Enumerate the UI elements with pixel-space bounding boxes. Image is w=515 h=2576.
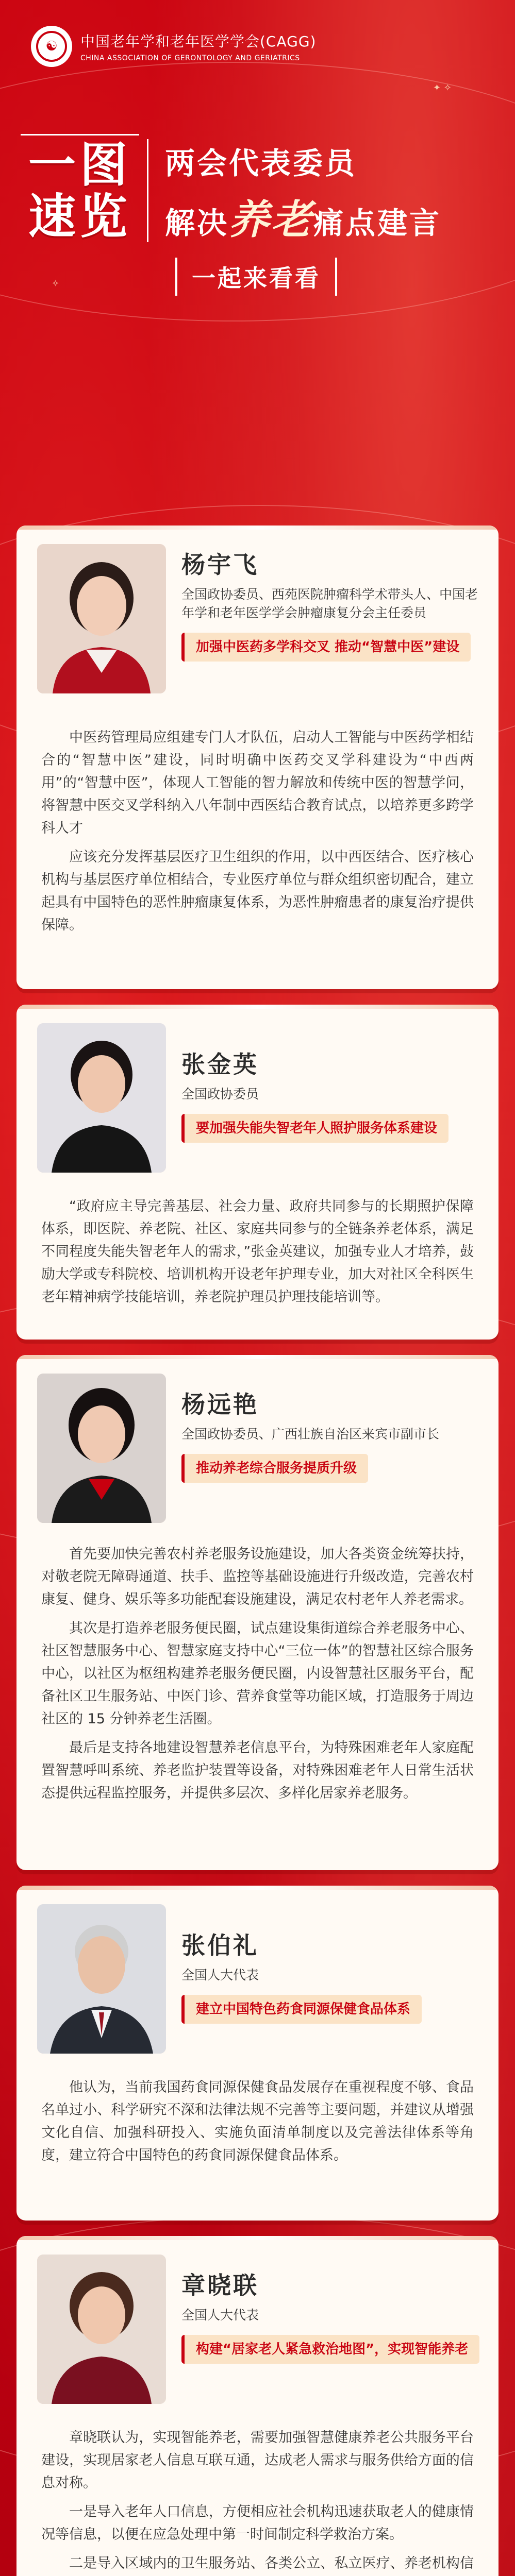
org-name-en: CHINA ASSOCIATION OF GERONTOLOGY AND GERIATRICS [80, 54, 300, 62]
proposal-paragraph: 其次是打造养老服务便民圈，试点建设集街道综合养老服务中心、社区智慧服务中心、智慧家庭支持中心“三位一体”的智慧社区综合服务中心，以社区为枢纽构建养老服务便民圈，内设智慧社区服务平台，配备社区卫生服务站、中医门诊、营养食堂等功能区域，打造服务于周边社区的 15 分钟养老生活圈。 [41, 1620, 474, 1727]
person-title: 全国人大代表 [181, 1968, 259, 1982]
hero-divider [147, 139, 148, 242]
proposal-paragraph: 中医药管理局应组建专门人才队伍，启动人工智能与中医药学相结合的“智慧中医”建设，同时明确中医药交叉学科建设为“中西两用”的“智慧中医”，体现人工智能的智力解放和传统中医的智慧学问，将智慧中医交叉学科纳入八年制中西医结合教育试点，以培养更多跨学科人才 [41, 730, 474, 836]
person-title: 全国政协委员、广西壮族自治区来宾市副市长 [181, 1427, 440, 1442]
proposal-paragraph: 二是导入区域内的卫生服务站、各类公立、私立医疗、养老机构信 [69, 2555, 474, 2571]
proposal-tag: 构建“居家老人紧急救治地图”，实现智能养老 [181, 2335, 479, 2364]
person-info [181, 1906, 480, 2024]
sparkle-icon: ✦ ✧ [433, 82, 452, 93]
sparkle-icon: ✧ [52, 278, 60, 289]
hero-left-line-1: 一图 [21, 134, 139, 191]
hero-banner [0, 93, 515, 292]
hero-subtitle: 一起来看看 [175, 258, 337, 296]
proposal-tag: 要加强失能失智老年人照护服务体系建设 [181, 1114, 448, 1143]
person-title: 全国政协委员 [181, 1087, 259, 1101]
person-title: 全国人大代表 [181, 2308, 259, 2323]
proposal-body [41, 1195, 474, 1315]
portrait-photo [37, 1904, 166, 2054]
org-name: 中国老年学和老年医学学会(CAGG) [80, 33, 317, 50]
proposal-tag: 建立中国特色药食同源保健食品体系 [181, 1995, 422, 2024]
person-title: 全国政协委员、西苑医院肿瘤科学术带头人、中国老年学和老年医学学会肿瘤康复分会主任委员 [181, 587, 478, 620]
proposal-paragraph: “政府应主导完善基层、社会力量、政府共同参与的长期照护保障体系，即医院、养老院、社区、家庭共同参与的全链条养老体系，满足不同程度失能失智老年人的需求，”张金英建议，加强专业人才培养，鼓励大学或专科院校、培训机构开设老年护理专业，加大对社区全科医生老年精神病学技能培训，养老院护理员护理技能培训等。 [41, 1198, 474, 1305]
hero-title-block [165, 139, 441, 296]
person-name: 张金英 [181, 1050, 259, 1078]
person-name: 章晓联 [181, 2272, 259, 2299]
org-logo-mark-icon: ☯ [36, 31, 67, 62]
person-name: 杨宇飞 [181, 551, 259, 579]
hero-title-post: 痛点建言 [313, 206, 442, 241]
person-info [181, 2257, 480, 2364]
portrait-photo [37, 2255, 166, 2404]
proposal-paragraph: 最后是支持各地建设智慧养老信息平台，为特殊困难老年人家庭配置智慧呼叫系统、养老监护装置等设备，对特殊困难老年人日常生活状态提供远程监控服务，并提供多层次、多样化居家养老服务。 [41, 1740, 474, 1801]
portrait-illustration [37, 544, 166, 693]
portrait-illustration [37, 1904, 166, 2054]
person-card [16, 2236, 499, 2576]
proposal-body [41, 1543, 474, 1811]
person-name: 张伯礼 [181, 1931, 259, 1959]
hero-title-line-1: 两会代表委员 [165, 146, 357, 181]
portrait-illustration [37, 2255, 166, 2404]
hero-badge [21, 134, 139, 243]
person-card [16, 526, 499, 989]
proposal-body [41, 2076, 474, 2173]
person-name: 杨远艳 [181, 1391, 259, 1418]
org-logo [31, 26, 72, 67]
proposal-tag: 加强中医药多学科交叉 推动“智慧中医”建设 [181, 633, 471, 662]
person-card [16, 1005, 499, 1340]
person-card [16, 1886, 499, 2221]
portrait-illustration [37, 1374, 166, 1523]
person-info [181, 1025, 480, 1143]
hero-title-line-2 [165, 188, 441, 245]
proposal-paragraph: 应该充分发挥基层医疗卫生组织的作用，以中西医结合、医疗核心机构与基层医疗单位相结合，专业医疗单位与群众组织密切配合，建立起具有中国特色的恶性肿瘤康复体系，为恶性肿瘤患者的康复治疗提供保障。 [41, 849, 474, 933]
proposal-paragraph: 他认为，当前我国药食同源保健食品发展存在重视程度不够、食品名单过小、科学研究不深和法律法规不完善等主要问题，并建议从增强文化自信、加强科研投入、实施负面清单制度以及完善法律体系等角度，建立符合中国特色的药食同源保健食品体系。 [41, 2079, 474, 2163]
person-info [181, 546, 480, 662]
proposal-paragraph: 首先要加快完善农村养老服务设施建设，加大各类资金统筹扶持，对敬老院无障碍通道、扶手、监控等基础设施进行升级改造，完善农村康复、健身、娱乐等多功能配套设施建设，满足农村老年人养老需求。 [41, 1546, 474, 1607]
proposal-body [41, 726, 474, 943]
proposal-tag: 推动养老综合服务提质升级 [181, 1454, 368, 1483]
hero-title-pre: 解决 [165, 206, 229, 241]
person-info [181, 1376, 480, 1483]
portrait-illustration [37, 1023, 166, 1173]
proposal-paragraph: 一是导入老年人口信息，方便相应社会机构迅速获取老人的健康情况等信息，以便在应急处理中第一时间制定科学救治方案。 [41, 2504, 474, 2543]
portrait-photo [37, 1023, 166, 1173]
proposal-body [41, 2427, 474, 2576]
portrait-photo [37, 544, 166, 693]
org-header [31, 26, 316, 67]
hero-left-line-2: 速览 [28, 189, 131, 244]
portrait-photo [37, 1374, 166, 1523]
hero-title-emphasis: 养老 [229, 196, 314, 243]
proposal-paragraph: 章晓联认为，实现智能养老，需要加强智慧健康养老公共服务平台建设，实现居家老人信息互联互通，达成老人需求与服务供给方面的信息对称。 [41, 2430, 474, 2491]
person-card [16, 1355, 499, 1870]
